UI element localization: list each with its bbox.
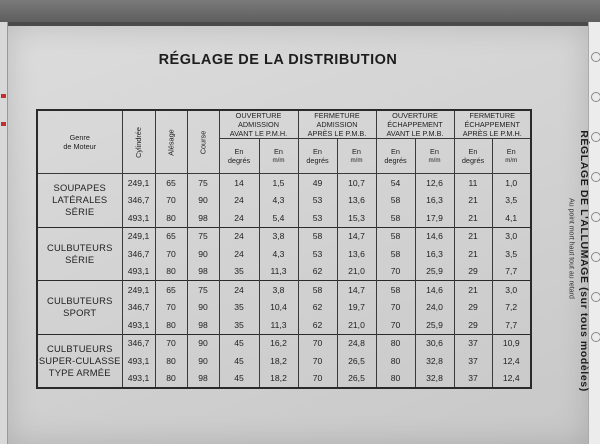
table-cell: 98 <box>187 209 219 227</box>
table-cell: 35 <box>219 263 259 281</box>
table-cell: 65 <box>155 227 187 245</box>
table-cell: 5,4 <box>259 209 298 227</box>
table-cell: 75 <box>187 281 219 299</box>
table-cell: 70 <box>298 334 337 352</box>
table-cell: 24 <box>219 192 259 210</box>
unit-mm-symbol: m/m <box>428 157 441 164</box>
unit-degres: En degrés <box>454 139 492 174</box>
table-cell: 65 <box>155 281 187 299</box>
table-cell: 70 <box>376 263 415 281</box>
unit-mm-label: En <box>506 146 516 156</box>
unit-mm <box>492 139 531 174</box>
screen-top-bar <box>0 0 600 22</box>
table-cell: 62 <box>298 299 337 317</box>
table-cell: 493,1 <box>122 370 155 389</box>
table-cell: 58 <box>298 281 337 299</box>
table-cell: 14,7 <box>337 281 376 299</box>
table-cell: 58 <box>298 227 337 245</box>
table-cell: 493,1 <box>122 316 155 334</box>
table-cell: 1,0 <box>492 174 531 192</box>
table-cell: 14,7 <box>337 227 376 245</box>
header-genre: Genre de Moteur <box>37 110 122 174</box>
table-cell: 53 <box>298 192 337 210</box>
table-cell: 12,4 <box>492 352 531 370</box>
table-cell: 70 <box>298 370 337 389</box>
table-cell: 24 <box>219 281 259 299</box>
header-oe: OUVERTURE ÉCHAPPEMENT AVANT LE P.M.B. <box>376 110 454 139</box>
unit-mm-symbol: m/m <box>272 157 285 164</box>
left-edge-strip <box>0 22 8 444</box>
engine-type: SOUPAPES LATÉRALES SÉRIE <box>37 174 122 228</box>
table-cell: 90 <box>187 245 219 263</box>
table-cell: 75 <box>187 174 219 192</box>
table-cell: 75 <box>187 227 219 245</box>
header-alesage <box>155 110 187 174</box>
ignition-title: RÉGLAGE DE L'ALLUMAGE (sur tous modèles) <box>578 130 590 392</box>
table-cell: 19,7 <box>337 299 376 317</box>
table-cell: 15,3 <box>337 209 376 227</box>
table-cell: 70 <box>155 334 187 352</box>
table-cell: 346,7 <box>122 192 155 210</box>
table-cell: 10,9 <box>492 334 531 352</box>
table-cell: 18,2 <box>259 370 298 389</box>
table-cell: 37 <box>454 370 492 389</box>
table-cell: 346,7 <box>122 299 155 317</box>
table-cell: 21,0 <box>337 316 376 334</box>
table-cell: 21 <box>454 192 492 210</box>
table-cell: 25,9 <box>415 316 454 334</box>
table-cell: 35 <box>219 299 259 317</box>
table-cell: 10,7 <box>337 174 376 192</box>
table-cell: 1,5 <box>259 174 298 192</box>
table-cell: 45 <box>219 370 259 389</box>
table-cell: 24 <box>219 245 259 263</box>
table-cell: 32,8 <box>415 352 454 370</box>
table-cell: 14,6 <box>415 227 454 245</box>
unit-degres: En degrés <box>298 139 337 174</box>
table-row <box>37 334 531 352</box>
table-cell: 80 <box>376 334 415 352</box>
table-cell: 3,5 <box>492 245 531 263</box>
header-fa: FERMETURE ADMISSION APRÈS LE P.M.B. <box>298 110 376 139</box>
table-cell: 11,3 <box>259 263 298 281</box>
table-cell: 70 <box>298 352 337 370</box>
table-cell: 16,2 <box>259 334 298 352</box>
engine-type: CULBUTEURS SPORT <box>37 281 122 335</box>
table-cell: 29 <box>454 263 492 281</box>
table-cell: 70 <box>155 245 187 263</box>
table-cell: 12,6 <box>415 174 454 192</box>
table-cell: 90 <box>187 192 219 210</box>
table-cell: 14,6 <box>415 281 454 299</box>
table-cell: 58 <box>376 281 415 299</box>
table-cell: 45 <box>219 334 259 352</box>
table-cell: 4,3 <box>259 192 298 210</box>
unit-mm-symbol: m/m <box>505 157 518 164</box>
table-cell: 3,0 <box>492 227 531 245</box>
table-cell: 70 <box>155 192 187 210</box>
table-cell: 70 <box>376 316 415 334</box>
table-cell: 13,6 <box>337 245 376 263</box>
table-cell: 7,7 <box>492 316 531 334</box>
engine-type: CULBTUEURS SUPER-CULASSE TYPE ARMÉE <box>37 334 122 388</box>
table-row <box>37 281 531 299</box>
table-cell: 26,5 <box>337 370 376 389</box>
table-cell: 13,6 <box>337 192 376 210</box>
table-cell: 90 <box>187 334 219 352</box>
table-cell: 70 <box>376 299 415 317</box>
table-cell: 346,7 <box>122 334 155 352</box>
table-cell: 4,1 <box>492 209 531 227</box>
header-alesage-label: Alésage <box>166 129 176 156</box>
table-cell: 21 <box>454 227 492 245</box>
table-cell: 11 <box>454 174 492 192</box>
table-cell: 21 <box>454 245 492 263</box>
page-title: RÉGLAGE DE LA DISTRIBUTION <box>158 52 398 68</box>
table-cell: 4,3 <box>259 245 298 263</box>
table-cell: 54 <box>376 174 415 192</box>
table-cell: 98 <box>187 370 219 389</box>
ignition-side-heading <box>569 112 599 412</box>
table-cell: 24 <box>219 209 259 227</box>
table-cell: 18,2 <box>259 352 298 370</box>
table-cell: 21,0 <box>337 263 376 281</box>
table-cell: 32,8 <box>415 370 454 389</box>
table-cell: 80 <box>155 316 187 334</box>
table-cell: 90 <box>187 352 219 370</box>
table-cell: 493,1 <box>122 352 155 370</box>
unit-mm-label: En <box>352 146 361 156</box>
table-cell: 24 <box>219 227 259 245</box>
table-cell: 58 <box>376 209 415 227</box>
table-cell: 11,3 <box>259 316 298 334</box>
table-cell: 29 <box>454 299 492 317</box>
table-cell: 90 <box>187 299 219 317</box>
table-cell: 49 <box>298 174 337 192</box>
unit-degres: En degrés <box>219 139 259 174</box>
table-cell: 98 <box>187 263 219 281</box>
ignition-subtitle: Au point mort haut tout au retard <box>567 198 575 299</box>
header-fe: FERMETURE ÉCHAPPEMENT APRÈS LE P.M.H. <box>454 110 531 139</box>
table-row <box>37 174 531 192</box>
table-cell: 29 <box>454 316 492 334</box>
table-cell: 249,1 <box>122 174 155 192</box>
table-cell: 37 <box>454 352 492 370</box>
table-cell: 45 <box>219 352 259 370</box>
table-cell: 249,1 <box>122 281 155 299</box>
table-cell: 24,8 <box>337 334 376 352</box>
table-cell: 53 <box>298 245 337 263</box>
table-cell: 3,0 <box>492 281 531 299</box>
table-cell: 10,4 <box>259 299 298 317</box>
table-cell: 3,8 <box>259 227 298 245</box>
table-cell: 80 <box>155 352 187 370</box>
table-cell: 493,1 <box>122 209 155 227</box>
unit-mm <box>415 139 454 174</box>
unit-mm <box>337 139 376 174</box>
header-course-label: Course <box>198 130 208 155</box>
table-cell: 65 <box>155 174 187 192</box>
table-cell: 346,7 <box>122 245 155 263</box>
table-cell: 58 <box>376 245 415 263</box>
table-cell: 16,3 <box>415 245 454 263</box>
table-row <box>37 227 531 245</box>
table-cell: 58 <box>376 192 415 210</box>
table-cell: 80 <box>155 263 187 281</box>
table-cell: 62 <box>298 263 337 281</box>
table-cell: 249,1 <box>122 227 155 245</box>
table-cell: 17,9 <box>415 209 454 227</box>
table-cell: 70 <box>155 299 187 317</box>
table-cell: 14 <box>219 174 259 192</box>
header-course <box>187 110 219 174</box>
document-page <box>8 26 588 444</box>
table-cell: 7,2 <box>492 299 531 317</box>
table-cell: 35 <box>219 316 259 334</box>
table-cell: 53 <box>298 209 337 227</box>
table-cell: 80 <box>155 370 187 389</box>
engine-type: CULBUTEURS SÉRIE <box>37 227 122 281</box>
table-cell: 26,5 <box>337 352 376 370</box>
unit-mm-symbol: m/m <box>350 157 363 164</box>
table-cell: 25,9 <box>415 263 454 281</box>
table-cell: 80 <box>155 209 187 227</box>
header-oa: OUVERTURE ADMISSION AVANT LE P.M.H. <box>219 110 298 139</box>
table-cell: 30,6 <box>415 334 454 352</box>
table-cell: 37 <box>454 334 492 352</box>
table-cell: 16,3 <box>415 192 454 210</box>
table-cell: 24,0 <box>415 299 454 317</box>
table-cell: 21 <box>454 281 492 299</box>
table-cell: 80 <box>376 352 415 370</box>
unit-mm-label: En <box>430 146 439 156</box>
table-cell: 12,4 <box>492 370 531 389</box>
table-cell: 62 <box>298 316 337 334</box>
table-cell: 80 <box>376 370 415 389</box>
unit-degres: En degrés <box>376 139 415 174</box>
table-cell: 7,7 <box>492 263 531 281</box>
distribution-table <box>36 109 532 389</box>
table-cell: 493,1 <box>122 263 155 281</box>
unit-mm <box>259 139 298 174</box>
header-cylindree-label: Cylindrée <box>133 127 143 158</box>
table-cell: 58 <box>376 227 415 245</box>
table-cell: 21 <box>454 209 492 227</box>
unit-mm-label: En <box>274 146 283 156</box>
table-cell: 3,8 <box>259 281 298 299</box>
table-cell: 3,5 <box>492 192 531 210</box>
table-cell: 98 <box>187 316 219 334</box>
header-cylindree <box>122 110 155 174</box>
